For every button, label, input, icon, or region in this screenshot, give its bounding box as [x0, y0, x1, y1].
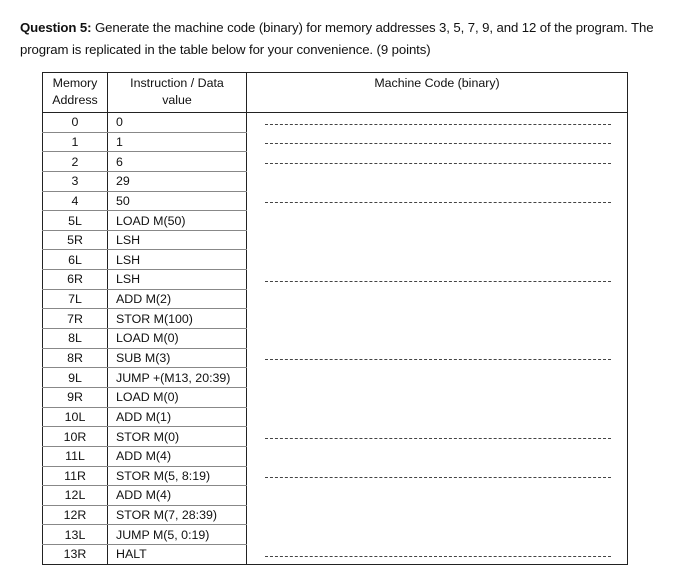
answer-blank-line[interactable]: [265, 438, 611, 439]
question-body: Generate the machine code (binary) for memory addresses 3, 5, 7, 9, and 12 of the program. The program is replicated in the table below for your convenience. (9 points): [20, 20, 654, 57]
memory-address-cell: 7R: [43, 309, 108, 329]
table-row: [43, 250, 628, 270]
instruction-cell: LOAD M(0): [108, 387, 247, 407]
memory-address-cell: 8L: [43, 329, 108, 349]
table-row: [43, 387, 628, 407]
memory-address-cell: 12L: [43, 486, 108, 506]
machine-code-cell: [247, 505, 628, 525]
table-row: [43, 545, 628, 565]
memory-address-cell: 5R: [43, 230, 108, 250]
table-row: [43, 211, 628, 231]
instruction-cell: SUB M(3): [108, 348, 247, 368]
instruction-cell: STOR M(5, 8:19): [108, 466, 247, 486]
instruction-cell: STOR M(100): [108, 309, 247, 329]
header-instruction: [108, 73, 247, 113]
memory-address-cell: 3: [43, 171, 108, 191]
memory-address-cell: 5L: [43, 211, 108, 231]
memory-address-cell: 6R: [43, 270, 108, 290]
program-table: [42, 72, 628, 565]
memory-address-cell: 11L: [43, 446, 108, 466]
table-row: [43, 427, 628, 447]
table-row: [43, 171, 628, 191]
header-address-line2: Address: [52, 93, 98, 107]
table-row: [43, 505, 628, 525]
table-row: [43, 525, 628, 545]
answer-blank-line[interactable]: [265, 143, 611, 144]
memory-address-cell: 7L: [43, 289, 108, 309]
table-row: [43, 113, 628, 133]
instruction-cell: 29: [108, 171, 247, 191]
memory-address-cell: 8R: [43, 348, 108, 368]
memory-address-cell: 1: [43, 132, 108, 152]
machine-code-cell: [247, 387, 628, 407]
memory-address-cell: 0: [43, 113, 108, 133]
machine-code-cell: [247, 289, 628, 309]
instruction-cell: LSH: [108, 250, 247, 270]
instruction-cell: JUMP M(5, 0:19): [108, 525, 247, 545]
table-header-row: [43, 73, 628, 113]
table-row: [43, 309, 628, 329]
memory-address-cell: 10R: [43, 427, 108, 447]
answer-blank-line[interactable]: [265, 556, 611, 557]
machine-code-cell: [247, 250, 628, 270]
machine-code-cell[interactable]: [247, 132, 628, 152]
instruction-cell: ADD M(2): [108, 289, 247, 309]
instruction-cell: LSH: [108, 230, 247, 250]
machine-code-cell[interactable]: [247, 152, 628, 172]
table-row: [43, 270, 628, 290]
table-row: [43, 191, 628, 211]
question-label: Question 5:: [20, 20, 92, 35]
table-row: [43, 446, 628, 466]
machine-code-cell: [247, 486, 628, 506]
instruction-cell: HALT: [108, 545, 247, 565]
machine-code-cell: [247, 230, 628, 250]
machine-code-cell: [247, 446, 628, 466]
header-memory-address: [43, 73, 108, 113]
table-row: [43, 289, 628, 309]
machine-code-cell: [247, 368, 628, 388]
instruction-cell: 1: [108, 132, 247, 152]
answer-blank-line[interactable]: [265, 202, 611, 203]
table-row: [43, 486, 628, 506]
machine-code-cell[interactable]: [247, 348, 628, 368]
machine-code-cell: [247, 525, 628, 545]
memory-address-cell: 12R: [43, 505, 108, 525]
header-address-line1: Memory: [52, 76, 98, 90]
table-row: [43, 329, 628, 349]
header-instr-line1: Instruction / Data: [130, 76, 224, 90]
table-row: [43, 230, 628, 250]
machine-code-cell: [247, 407, 628, 427]
machine-code-cell[interactable]: [247, 466, 628, 486]
answer-blank-line[interactable]: [265, 281, 611, 282]
answer-blank-line[interactable]: [265, 477, 611, 478]
header-machine-code: Machine Code (binary): [247, 73, 628, 113]
machine-code-cell[interactable]: [247, 545, 628, 565]
memory-address-cell: 4: [43, 191, 108, 211]
answer-blank-line[interactable]: [265, 163, 611, 164]
machine-code-cell: [247, 171, 628, 191]
header-instr-line2: value: [162, 93, 192, 107]
instruction-cell: 0: [108, 113, 247, 133]
memory-address-cell: 10L: [43, 407, 108, 427]
table-row: [43, 368, 628, 388]
question-text: [20, 17, 670, 61]
instruction-cell: 50: [108, 191, 247, 211]
memory-address-cell: 6L: [43, 250, 108, 270]
table-row: [43, 407, 628, 427]
machine-code-cell: [247, 309, 628, 329]
memory-address-cell: 11R: [43, 466, 108, 486]
instruction-cell: LOAD M(50): [108, 211, 247, 231]
machine-code-cell[interactable]: [247, 427, 628, 447]
instruction-cell: ADD M(4): [108, 446, 247, 466]
machine-code-cell: [247, 329, 628, 349]
instruction-cell: LOAD M(0): [108, 329, 247, 349]
table-row: [43, 466, 628, 486]
instruction-cell: JUMP +(M13, 20:39): [108, 368, 247, 388]
instruction-cell: STOR M(7, 28:39): [108, 505, 247, 525]
memory-address-cell: 9R: [43, 387, 108, 407]
instruction-cell: 6: [108, 152, 247, 172]
machine-code-cell[interactable]: [247, 113, 628, 133]
memory-address-cell: 13L: [43, 525, 108, 545]
machine-code-cell[interactable]: [247, 191, 628, 211]
instruction-cell: LSH: [108, 270, 247, 290]
machine-code-cell[interactable]: [247, 270, 628, 290]
memory-address-cell: 13R: [43, 545, 108, 565]
instruction-cell: ADD M(4): [108, 486, 247, 506]
machine-code-cell: [247, 211, 628, 231]
table-row: [43, 152, 628, 172]
memory-address-cell: 2: [43, 152, 108, 172]
answer-blank-line[interactable]: [265, 124, 611, 125]
instruction-cell: ADD M(1): [108, 407, 247, 427]
instruction-cell: STOR M(0): [108, 427, 247, 447]
answer-blank-line[interactable]: [265, 359, 611, 360]
memory-address-cell: 9L: [43, 368, 108, 388]
table-row: [43, 132, 628, 152]
table-row: [43, 348, 628, 368]
